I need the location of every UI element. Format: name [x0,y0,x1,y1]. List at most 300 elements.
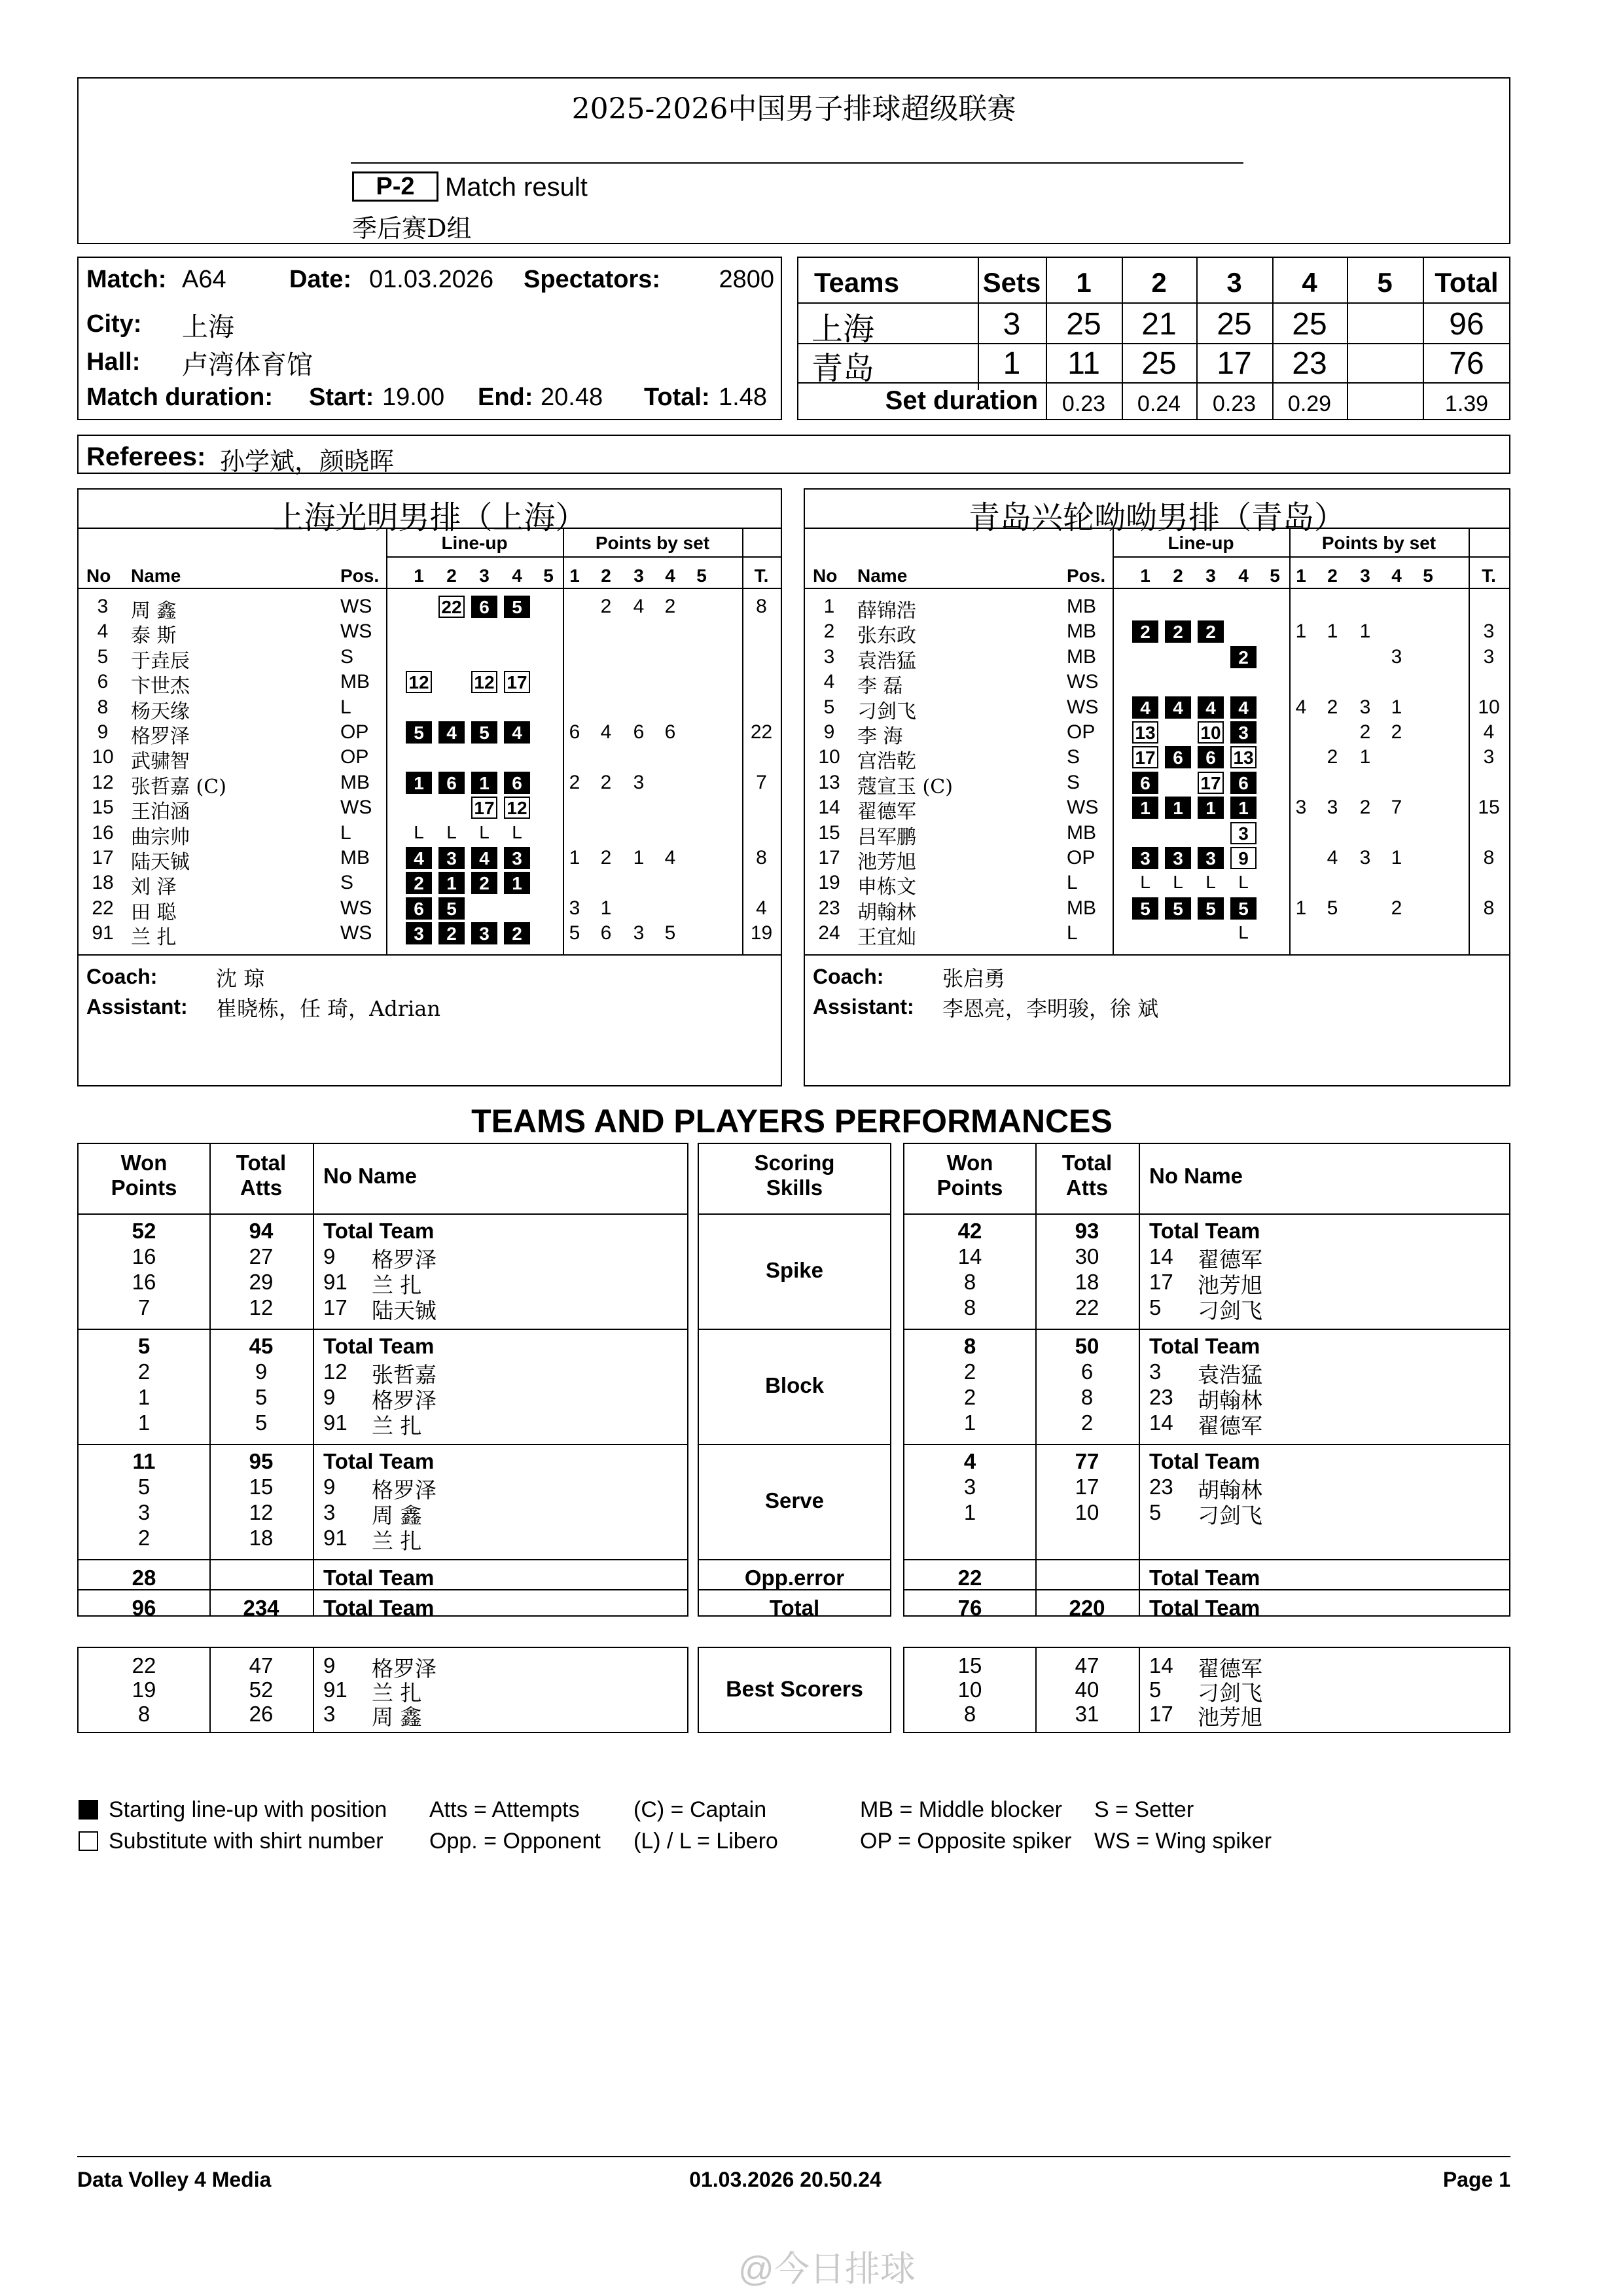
dur-s4: 0.29 [1287,391,1332,416]
score-h-teams: Teams [814,267,899,298]
legend-substitute: Substitute with shirt number [109,1829,383,1854]
perf-won: 1 [963,1500,976,1524]
date-value: 01.03.2026 [369,266,494,293]
lineup-set-4: 3 [504,847,530,869]
perf-atts: 15 [249,1475,274,1499]
lineup-set-1: 1 [406,772,432,794]
perf-player-name: 刁剑飞 [1198,1298,1262,1323]
perf-atts: 10 [1075,1500,1099,1524]
lineup-set-1: L [414,821,424,842]
lineup-set-3: 2 [471,872,497,894]
footer-right: Page 1 [1442,2168,1510,2191]
player-row [79,846,781,874]
perf-atts: 12 [249,1500,274,1524]
player-row [79,870,781,899]
points-col-3: 3 [1360,565,1370,586]
lineup-header: Line-up [1168,533,1234,553]
player-name: 王宜灿 [857,926,916,950]
points-set-3: 2 [1359,721,1371,743]
points-set-3: 4 [633,596,645,617]
player-name: 袁浩猛 [857,649,916,673]
player-no: 9 [823,721,835,743]
points-set-2: 5 [1327,897,1338,919]
player-no: 3 [97,596,109,617]
match-info-box [77,257,782,420]
perf-atts: 12 [249,1295,274,1319]
lineup-set-3: 5 [471,721,497,744]
player-name: 武骕智 [131,750,190,774]
player-no: 13 [818,771,840,793]
total-total-team: Total Team [1149,1596,1260,1620]
perf-player-no: 9 [323,1244,336,1268]
legend-s: S = Setter [1094,1797,1194,1822]
points-set-2: 4 [600,721,612,743]
points-set-1: 2 [569,771,580,793]
roster-header-rule [79,588,781,589]
player-name: 杨天缘 [131,700,190,723]
player-name: 池芳旭 [857,851,916,874]
player-row [79,896,781,924]
player-name: 李 海 [857,725,903,748]
legend [77,1795,1510,1867]
player-row [79,594,781,622]
perf-atts: 93 [1075,1219,1099,1243]
best-col-rule-2 [313,1648,314,1732]
perf-player-no: 91 [323,1410,348,1435]
best-atts: 52 [249,1677,274,1702]
home-team-short: 上海 [812,311,875,348]
player-name: 李 磊 [857,675,903,698]
player-pos: S [340,872,354,894]
player-row [805,645,1509,673]
player-pos: S [1067,746,1080,768]
player-row [805,745,1509,774]
player-no: 4 [97,620,109,643]
lineup-set-4: 9 [1230,847,1257,869]
player-pos: WS [340,797,372,819]
perf-won: 2 [963,1359,976,1384]
referees-names: 孙学斌，颜晓晖 [220,447,395,476]
perf-section-rule [904,1329,1509,1330]
perf-player-no: 14 [1149,1244,1173,1268]
perf-atts: 95 [249,1449,274,1473]
player-row [805,720,1509,748]
perf-player-name: 兰 扎 [372,1413,422,1439]
player-no: 18 [92,872,114,894]
home-sets: 3 [1003,307,1021,342]
perf-atts: 27 [249,1244,274,1268]
perf-won: 8 [963,1334,976,1358]
player-row [805,821,1509,849]
report-name: Match result [445,173,588,202]
skill-spike: Spike [765,1258,824,1282]
footer-rule [77,2156,1510,2157]
perf-player-name: 翟德军 [1198,1413,1262,1439]
perf-col-rule-2 [313,1144,314,1615]
player-no: 17 [818,847,840,869]
player-no: 14 [818,797,840,819]
perf-atts: 18 [1075,1270,1099,1294]
atts-header: Atts [240,1175,283,1200]
roster-subheader-rule [1113,556,1509,558]
perf-won: 16 [132,1244,156,1268]
best-won: 15 [957,1653,982,1677]
start-label: Start: [309,384,374,411]
player-row [805,846,1509,874]
points-set-1: 3 [569,897,580,919]
away-s1: 11 [1067,346,1100,381]
legend-ws: WS = Wing spiker [1094,1829,1272,1854]
lineup-col-2: 2 [1173,565,1183,586]
perf-player-no: 17 [1149,1270,1173,1294]
referees-label: Referees: [86,442,206,471]
perf-won: 1 [963,1410,976,1435]
perf-won: 1 [137,1410,151,1435]
total-atts: 220 [1069,1596,1105,1620]
player-row [805,921,1509,950]
player-name: 格罗泽 [131,725,190,748]
lineup-col-5: 5 [543,565,554,586]
lineup-set-2: 5 [438,897,465,920]
perf-atts: 2 [1080,1410,1094,1435]
lineup-set-4: 2 [1230,646,1257,668]
lineup-header: Line-up [441,533,508,553]
lineup-set-1: L [1140,872,1150,893]
duration-label: Match duration: [86,384,273,411]
footer-left: Data Volley 4 Media [77,2168,272,2191]
perf-atts: 8 [1080,1385,1094,1409]
lineup-set-2: 3 [1165,847,1191,869]
player-no: 91 [92,922,114,944]
points-set-4: 4 [664,847,676,869]
player-name: 吕军鹏 [857,825,916,849]
lineup-set-2: 6 [438,772,465,794]
perf-atts: 29 [249,1270,274,1294]
best-player-no: 9 [323,1653,336,1677]
best-player-name: 周 鑫 [372,1704,422,1730]
roster-bottom-rule [79,954,781,956]
perf-player-name: 陆天铖 [372,1298,437,1323]
best-scorers-label-box [698,1647,891,1733]
player-row [79,745,781,774]
player-pos: OP [340,721,369,743]
lineup-set-3: 6 [471,596,497,618]
best-col-rule-2 [1139,1648,1140,1732]
player-no: 8 [97,696,109,718]
player-pos: MB [340,671,370,693]
match-no: A64 [182,266,226,293]
away-performance [903,1143,1510,1620]
best-atts: 31 [1075,1702,1099,1726]
lineup-set-2: 4 [1165,696,1191,719]
away-roster [804,488,1510,1086]
player-pos: WS [340,922,372,944]
no-header: No [813,565,838,586]
player-total: 7 [756,771,767,793]
perf-section-rule [79,1444,687,1445]
lineup-set-2: 1 [438,872,465,894]
lineup-set-4: 13 [1230,746,1257,768]
perf-player-name: 刁剑飞 [1198,1503,1262,1528]
legend-starting: Starting line-up with position [109,1797,387,1822]
perf-total-team: Total Team [1149,1219,1260,1243]
lineup-set-3: 1 [1198,797,1224,819]
perf-player-no: 23 [1149,1385,1173,1409]
perf-won: 42 [957,1219,982,1243]
perf-section-rule [904,1213,1509,1215]
header-box [77,77,1510,244]
player-pos: OP [1067,721,1096,743]
points-set-4: 2 [1391,721,1402,743]
best-won: 8 [963,1702,976,1726]
perf-total-team: Total Team [1149,1449,1260,1473]
score-h-total: Total [1435,267,1499,298]
player-no: 12 [92,771,114,793]
coach-label: Coach: [813,965,884,988]
perf-player-no: 3 [1149,1359,1162,1384]
points-header: Points [936,1175,1003,1200]
player-total: 3 [1483,645,1495,668]
player-no: 9 [97,721,109,743]
points-set-1: 1 [1295,620,1307,643]
lineup-set-4: 4 [504,721,530,744]
player-no: 15 [92,797,114,819]
perf-player-name: 张哲嘉 [372,1362,437,1388]
pos-header: Pos. [1067,565,1106,586]
lineup-set-3: 17 [471,797,497,819]
points-set-2: 1 [1327,620,1338,643]
player-no: 23 [818,897,840,919]
points-set-2: 2 [600,771,612,793]
points-col-4: 4 [665,565,675,586]
lineup-set-1: 1 [1132,797,1158,819]
roster-bottom-rule [805,954,1509,956]
perf-atts: 5 [255,1410,268,1435]
lineup-col-2: 2 [446,565,457,586]
away-sets: 1 [1003,346,1021,381]
points-col-2: 2 [1327,565,1338,586]
best-scorers-label: Best Scorers [726,1677,863,1702]
player-name: 翟德军 [857,800,916,824]
total-header: T. [754,565,769,586]
skill-serve: Serve [765,1488,824,1513]
skills-section-rule [699,1444,890,1445]
perf-player-no: 5 [1149,1295,1162,1319]
lineup-col-4: 4 [512,565,522,586]
points-set-1: 1 [569,847,580,869]
perf-won: 52 [132,1219,156,1243]
legend-starting-square [79,1800,98,1820]
lineup-set-1: 3 [1132,847,1158,869]
player-row [79,619,781,648]
player-total: 22 [750,721,773,743]
perf-player-no: 12 [323,1359,348,1384]
away-s3: 17 [1217,346,1252,381]
total-won: 76 [957,1596,982,1620]
player-row [79,921,781,950]
lineup-set-4: 3 [1230,721,1257,744]
perf-won: 3 [137,1500,151,1524]
home-s3: 25 [1217,307,1252,342]
score-h-s2: 2 [1151,267,1167,298]
perf-player-no: 14 [1149,1410,1173,1435]
skills-section-rule [699,1329,890,1330]
dur-s3: 0.23 [1212,391,1257,416]
away-s2: 25 [1141,346,1177,381]
player-total: 4 [756,897,767,919]
lineup-set-4: 5 [504,596,530,618]
points-header: Points by set [1321,533,1436,553]
perf-total-team: Total Team [1149,1334,1260,1358]
player-row [805,695,1509,723]
no-header: No [86,565,111,586]
player-name: 薛锦浩 [857,600,916,622]
home-s1: 25 [1066,307,1101,342]
points-set-3: 3 [1359,696,1371,718]
away-s4: 23 [1292,346,1327,381]
assistant-label: Assistant: [813,995,914,1018]
points-set-4: 2 [1391,897,1402,919]
dur-s2: 0.24 [1137,391,1181,416]
player-pos: L [1067,922,1078,944]
perf-won: 2 [963,1385,976,1409]
points-set-2: 1 [600,897,612,919]
player-name: 于垚辰 [131,649,190,673]
player-no: 2 [823,620,835,643]
points-set-4: 2 [664,596,676,617]
points-set-2: 2 [1327,696,1338,718]
lineup-set-1: 4 [1132,696,1158,719]
perf-section-rule [79,1213,687,1215]
perf-atts: 6 [1080,1359,1094,1384]
perf-total-team: Total Team [323,1219,435,1243]
points-set-4: 5 [664,922,676,944]
start-value: 19.00 [382,384,445,411]
perf-player-no: 23 [1149,1475,1173,1499]
player-name: 曲宗帅 [131,825,190,849]
lineup-set-3: 4 [1198,696,1224,719]
player-row [805,795,1509,824]
player-name: 陆天铖 [131,851,190,874]
lineup-set-3: 4 [471,847,497,869]
best-won: 19 [132,1677,156,1702]
player-pos: WS [1067,696,1099,718]
player-no: 4 [823,671,835,693]
points-set-1: 4 [1295,696,1307,718]
player-no: 16 [92,821,114,844]
perf-atts: 50 [1075,1334,1099,1358]
perf-won: 8 [963,1295,976,1319]
lineup-set-3: 1 [471,772,497,794]
points-set-4: 7 [1391,797,1402,819]
lineup-set-2: 2 [438,922,465,944]
perf-won: 14 [957,1244,982,1268]
match-label: Match: [86,266,167,293]
lineup-set-1: 2 [406,872,432,894]
player-row [79,795,781,824]
perf-atts: 5 [255,1385,268,1409]
player-pos: WS [340,620,372,643]
player-pos: MB [1067,821,1096,844]
player-pos: L [1067,872,1078,894]
lineup-col-3: 3 [1205,565,1216,586]
player-name: 申栋文 [857,876,916,899]
best-player-no: 5 [1149,1677,1162,1702]
best-player-name: 刁剑飞 [1198,1680,1262,1706]
lineup-set-4: L [512,821,522,842]
perf-atts: 30 [1075,1244,1099,1268]
lineup-set-1: 4 [406,847,432,869]
perf-player-no: 5 [1149,1500,1162,1524]
competition-title: 2025-2026中国男子排球超级联赛 [571,92,1016,126]
home-s2: 21 [1141,307,1177,342]
player-name: 张东政 [857,624,916,648]
player-total: 8 [1483,897,1495,919]
player-total: 10 [1478,696,1500,718]
lineup-set-1: 2 [1132,620,1158,643]
points-set-2: 4 [1327,847,1338,869]
lineup-set-1: 6 [1132,772,1158,794]
coach-label: Coach: [86,965,158,988]
hall-value: 卢湾体育馆 [182,350,313,380]
points-col-4: 4 [1391,565,1402,586]
lineup-set-2: L [1173,872,1183,893]
perf-player-no: 17 [323,1295,348,1319]
opp-total-team: Total Team [323,1566,435,1590]
opp-total-team: Total Team [1149,1566,1260,1590]
lineup-col-4: 4 [1238,565,1249,586]
best-player-no: 3 [323,1702,336,1726]
player-name: 张哲嘉 (C) [131,775,226,798]
lineup-set-2: 5 [1165,897,1191,920]
player-no: 15 [818,821,840,844]
points-set-1: 6 [569,721,580,743]
lineup-set-1: 13 [1132,721,1158,744]
perf-player-no: 91 [323,1526,348,1550]
legend-substitute-square [79,1831,98,1851]
points-set-2: 2 [600,847,612,869]
perf-won: 8 [963,1270,976,1294]
player-no: 5 [823,696,835,718]
lineup-set-3: 10 [1198,721,1224,744]
lineup-set-1: 3 [406,922,432,944]
points-set-3: 1 [1359,746,1371,768]
player-pos: MB [1067,596,1096,617]
lineup-set-3: 5 [1198,897,1224,920]
legend-captain: (C) = Captain [633,1797,767,1822]
perf-won: 2 [137,1359,151,1384]
player-row [79,720,781,748]
points-col-1: 1 [1296,565,1306,586]
perf-player-name: 周 鑫 [372,1503,422,1528]
points-set-2: 6 [600,922,612,944]
player-pos: MB [340,771,370,793]
perf-won: 1 [137,1385,151,1409]
dur-total: 1.39 [1444,391,1489,416]
lineup-set-2: L [446,821,457,842]
total-header: Total [1061,1151,1113,1175]
points-header: Points [111,1175,177,1200]
phase: 季后赛D组 [352,214,472,243]
player-no: 22 [92,897,114,919]
home-total: 96 [1449,307,1484,342]
points-col-5: 5 [696,565,707,586]
hall-label: Hall: [86,348,141,376]
points-set-3: 3 [1359,847,1371,869]
player-name: 刁剑飞 [857,700,916,723]
player-no: 5 [97,645,109,668]
assistant-label: Assistant: [86,995,188,1018]
